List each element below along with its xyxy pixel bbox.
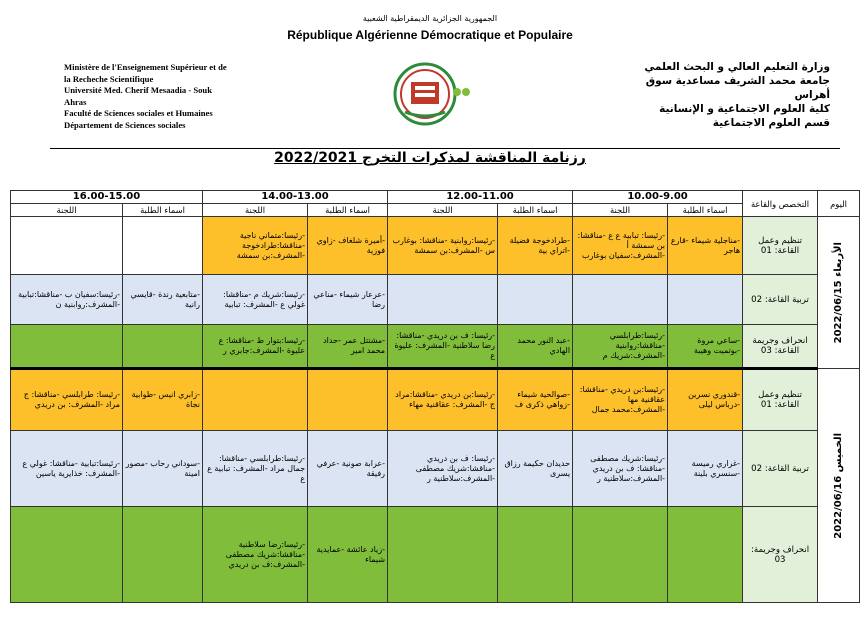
ar-line: أهراس (794, 89, 830, 101)
committee-cell: -رئيسا:تبابية -مناقشا: غولي ع -المشرف: خذايرية ياسين (11, 431, 123, 507)
fr-line: Département de Sciences sociales (64, 119, 186, 130)
committee-cell: -رئيسا:متماني ناجية -مناقشا:طرادخوجة -المشرف:بن سمشة (203, 217, 308, 275)
committee-cell (11, 325, 123, 369)
arabic-institution-block (640, 60, 830, 130)
committee-cell: -رئيسا:بن دريدي -مناقشا:مراد ج -المشرف: عقاقنية مهاء (388, 369, 498, 431)
committee-cell: -رئيسا:روابنية -مناقشا: بوغارب س -المشرف:بن سمشة (388, 217, 498, 275)
spec-cell: تنظيم وعمل القاعة: 01 (743, 369, 818, 431)
students-cell: -متابعية رندة -قايسي رانية (123, 275, 203, 325)
fr-line: Faculté de Sciences sociales et Humaines (64, 108, 213, 118)
students-cell (123, 217, 203, 275)
committee-cell (11, 217, 123, 275)
students-cell: -أميرة شلغاف -زاوي فوزية (308, 217, 388, 275)
students-cell (123, 507, 203, 603)
students-cell: -ساعي مروة -بوتميت وهيبة (668, 325, 743, 369)
table-row (11, 275, 860, 325)
committee-header: اللجنة (388, 204, 498, 217)
spec-cell: تنظيم وعمل القاعة: 01 (743, 217, 818, 275)
ar-line: جامعة محمد الشريف مساعدية سوق (645, 75, 830, 87)
table-row (11, 325, 860, 369)
committee-cell: -رئيسا:بن دريدي -مناقشا: عقاقنية مها -المشرف:محمد جمال (573, 369, 668, 431)
spec-cell: انحراف وجريمة القاعة: 03 (743, 325, 818, 369)
table-row (11, 217, 860, 275)
students-header: اسماء الطلبة (498, 204, 573, 217)
header-divider (50, 148, 840, 149)
committee-cell: -رئيسا:بتوار ط -مناقشا: ع عليوة -المشرف:جابري ر (203, 325, 308, 369)
day-header: اليوم (818, 191, 860, 217)
committee-cell: -رئيسا:شريك مصطفى -مناقشا: ف بن دريدي -المشرف:سلاطنية ر (573, 431, 668, 507)
french-institution-block (64, 62, 264, 131)
committee-header: اللجنة (573, 204, 668, 217)
committee-cell: -رئيسا: تبابية ع ع -مناقشا: بن سمشة أ -المشرف:سفيان بوغارب (573, 217, 668, 275)
students-cell: -غراري رميسة -سنسري بلينة (668, 431, 743, 507)
day-cell (818, 369, 860, 603)
students-cell (308, 369, 388, 431)
committee-cell (11, 507, 123, 603)
spec-header: التخصص والقاعة (743, 191, 818, 217)
header-row-times (11, 191, 860, 204)
table-row (11, 369, 860, 431)
students-cell: -عرابة صونية -عرفي رفيقة (308, 431, 388, 507)
committee-cell (573, 507, 668, 603)
time-header: 16.00-15.00 (11, 191, 203, 204)
fr-line: Ministère de l'Enseignement Supérieur et de (64, 62, 227, 72)
french-republic: République Algérienne Démocratique et Populaire (287, 28, 573, 42)
students-header: اسماء الطلبة (123, 204, 203, 217)
students-cell: -سوداني رحاب -مصور امينة (123, 431, 203, 507)
spec-cell: تربية القاعة: 02 (743, 431, 818, 507)
fr-line: Université Med. Cherif Mesaadia - Souk (64, 85, 212, 95)
students-cell (498, 507, 573, 603)
ar-line: وزارة التعليم العالي و البحث العلمي (644, 61, 830, 73)
students-cell (123, 325, 203, 369)
time-header: 12.00-11.00 (388, 191, 573, 204)
day-cell (818, 217, 860, 369)
university-logo (385, 60, 475, 130)
committee-cell: -رئيسا:طرابلسي -مناقشا: جمال مراد -المشرف: تبابية ع ع (203, 431, 308, 507)
header-row-sub (11, 204, 860, 217)
fr-line: la Recheche Scientifique (64, 73, 154, 84)
spec-cell: انحراف وجريمة: 03 (743, 507, 818, 603)
committee-header: اللجنة (11, 204, 123, 217)
committee-cell (388, 275, 498, 325)
table-row (11, 431, 860, 507)
day-label: الخميس 2022/06/16 (832, 432, 844, 539)
committee-header: اللجنة (203, 204, 308, 217)
students-cell: -عبد النور محمد الهادي (498, 325, 573, 369)
page-title: رزنامة المناقشة لمذكرات التخرج 2022/2021 (274, 150, 586, 166)
committee-cell: -رئيسا:سفيان ب -مناقشا:تبابية -المشرف:روابنية ن (11, 275, 123, 325)
students-cell: -مشتتل عمر -حداد محمد امير (308, 325, 388, 369)
students-cell: حديدان حكيمة رزاق يسرى (498, 431, 573, 507)
committee-cell: -رئيسا:رضا سلاطنية -مناقشا:شريك مصطفى -المشرف:ف بن دريدي (203, 507, 308, 603)
table-row (11, 507, 860, 603)
time-header: 10.00-9.00 (573, 191, 743, 204)
arabic-republic: الجمهورية الجزائرية الديمقراطية الشعبية (362, 14, 498, 23)
schedule-table (10, 190, 860, 603)
committee-cell: -رئيسا: طرابلسي -مناقشا: ج مراد -المشرف: بن دريدي (11, 369, 123, 431)
ar-line: كلية العلوم الاجتماعية و الإنسانية (659, 103, 830, 115)
students-header: اسماء الطلبة (308, 204, 388, 217)
day-label: الأربعاء 2022/06/15 (832, 241, 844, 344)
time-header: 14.00-13.00 (203, 191, 388, 204)
students-cell (498, 275, 573, 325)
students-cell: -قندوري نسرين -درباس ليلى (668, 369, 743, 431)
committee-cell: -رئيسا: ف بن دريدي -مناقشا:شريك مصطفى -المشرف:سلاطنية ر (388, 431, 498, 507)
committee-cell: -رئيسا:طرابلسي -مناقشا:روابنية -المشرف:شريك م (573, 325, 668, 369)
students-header: اسماء الطلبة (668, 204, 743, 217)
spec-cell: تربية القاعة: 02 (743, 275, 818, 325)
committee-cell: -رئيسا:شريك م -مناقشا: غولي ع -المشرف: تبابية (203, 275, 308, 325)
students-cell: -طرادخوجة فضيلة -اتراي بية (498, 217, 573, 275)
students-cell: -مناجلية شيماء -قارع هاجر (668, 217, 743, 275)
students-cell: -صوالحية شيماء -زواهي ذكرى ف (498, 369, 573, 431)
committee-cell (203, 369, 308, 431)
fr-line: Ahras (64, 96, 87, 107)
students-cell: -عرعار شيماء -مناعي رضا (308, 275, 388, 325)
committee-cell: -رئيسا: ف بن دريدي -مناقشا: رضا سلاطنية -المشرف: عليوة ع (388, 325, 498, 369)
students-cell: -زياد عائشة -عمايدية شيماء (308, 507, 388, 603)
committee-cell (388, 507, 498, 603)
committee-cell (573, 275, 668, 325)
students-cell: -زابري انيس -طوابية نجاة (123, 369, 203, 431)
students-cell (668, 507, 743, 603)
students-cell (668, 275, 743, 325)
ar-line: قسم العلوم الاجتماعية (712, 117, 830, 129)
